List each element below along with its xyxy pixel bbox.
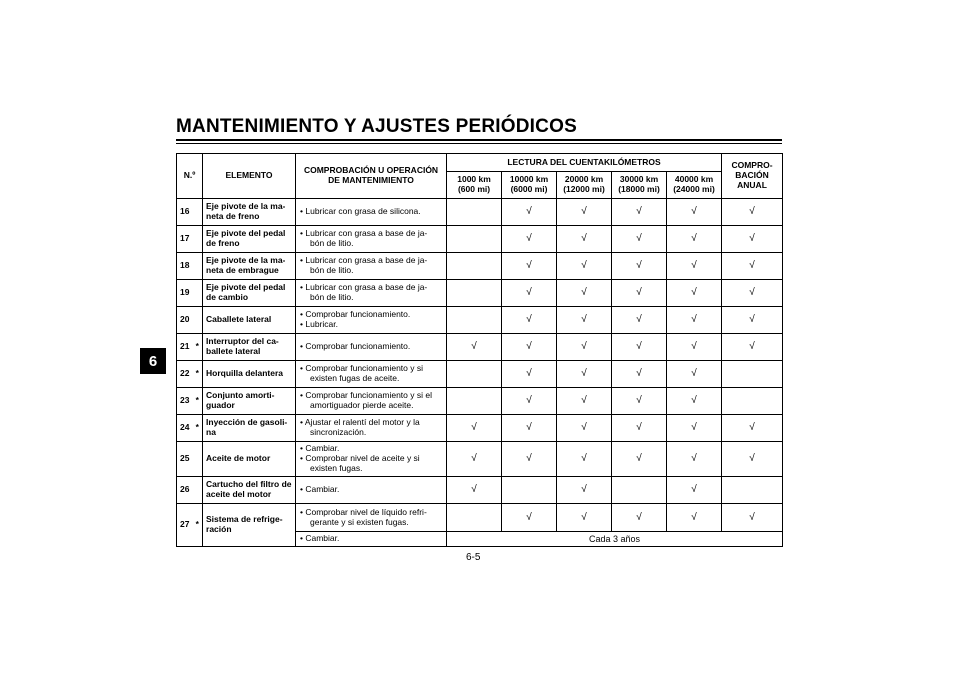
check-cell [612,253,667,280]
check-mark: √ [581,233,587,245]
header-num: N.º [177,154,203,199]
check-cell [447,226,502,253]
dealer-star [193,307,203,334]
dealer-star [193,442,203,477]
header-operation: COMPROBACIÓN U OPERACIÓN DE MANTENIMIENTO [296,154,447,199]
check-cell [667,199,722,226]
check-cell [612,226,667,253]
page-title: MANTENIMIENTO Y AJUSTES PERIÓDICOS [176,116,577,137]
check-mark: √ [691,341,697,353]
check-cell [722,361,783,388]
table-row [177,307,783,334]
check-mark: √ [749,453,755,465]
row-element: Inyección de gasoli-na [203,415,296,442]
operation-line: amortiguador pierde aceite. [310,400,414,410]
check-cell [447,307,502,334]
operation-line: existen fugas. [310,462,363,473]
check-cell [722,253,783,280]
check-mark: √ [526,422,532,434]
check-mark: √ [749,287,755,299]
check-cell [722,280,783,307]
check-cell [502,388,557,415]
table-row [177,504,783,532]
check-cell [447,415,502,442]
header-element: ELEMENTO [203,154,296,199]
check-cell [667,442,722,477]
row-element: Eje pivote de la ma-neta de embrague [203,253,296,280]
operation-line: bón de litio. [310,238,354,248]
header-interval-1 [502,172,557,199]
check-cell [667,415,722,442]
table-row [177,442,783,477]
check-mark: √ [526,260,532,272]
check-mark: √ [581,511,587,523]
operation-line: bón de litio. [310,265,354,275]
table-row [177,226,783,253]
check-mark: √ [691,484,697,496]
operation-line: existen fugas de aceite. [310,373,400,383]
check-cell [502,307,557,334]
table-row [177,199,783,226]
row-operation [296,307,447,334]
check-cell [612,307,667,334]
check-cell [502,199,557,226]
row-number: 16 [177,199,193,226]
row-operation [296,226,447,253]
maintenance-table [176,153,783,547]
operation-line: • Lubricar con grasa a base de ja- [300,229,443,239]
dealer-star: * [193,361,203,388]
chapter-tab: 6 [140,348,166,374]
dealer-star [193,199,203,226]
check-cell [557,415,612,442]
row-element: Horquilla delantera [203,361,296,388]
check-cell [722,388,783,415]
check-cell [447,253,502,280]
check-cell [447,504,502,532]
check-mark: √ [526,453,532,465]
row-number: 21 [177,334,193,361]
check-cell [447,334,502,361]
row-element: Conjunto amorti-guador [203,388,296,415]
check-cell [612,477,667,504]
row-element: Interruptor del ca-ballete lateral [203,334,296,361]
dealer-star: * [193,504,203,547]
check-cell [722,226,783,253]
check-cell [557,334,612,361]
check-cell [447,280,502,307]
check-cell [722,334,783,361]
header-annual-text: COMPRO-BACIÓN ANUAL [731,160,773,190]
check-cell [667,334,722,361]
check-mark: √ [636,368,642,380]
title-rule-thick [176,139,782,141]
check-cell [557,477,612,504]
header-odometer: LECTURA DEL CUENTAKILÓMETROS [447,154,722,172]
check-mark: √ [636,314,642,326]
check-cell [612,504,667,532]
row-number: 19 [177,280,193,307]
operation-line: • Comprobar nivel de líquido refri- [300,508,443,518]
check-cell [447,199,502,226]
operation-line: sincronización. [310,427,367,437]
interval-mi: (600 mi) [457,184,491,194]
check-mark: √ [749,511,755,523]
check-mark: √ [581,287,587,299]
table-row [177,253,783,280]
check-cell [447,442,502,477]
interval-km: 10000 km [509,174,549,185]
check-cell [502,226,557,253]
operation-line: • Comprobar funcionamiento. [300,310,443,320]
check-cell [722,307,783,334]
row-number: 17 [177,226,193,253]
operation-line: • Cambiar. [300,534,443,544]
check-cell [502,415,557,442]
check-cell [722,442,783,477]
check-mark: √ [636,453,642,465]
header-interval-3 [612,172,667,199]
check-mark: √ [636,287,642,299]
check-cell [667,504,722,532]
row-element: Sistema de refrige-ración [203,504,296,547]
check-cell [612,415,667,442]
interval-km: 30000 km [619,174,659,185]
check-cell [612,280,667,307]
check-mark: √ [691,453,697,465]
check-mark: √ [749,314,755,326]
dealer-star [193,280,203,307]
check-mark: √ [636,233,642,245]
header-interval-4 [667,172,722,199]
title-rule-thin [176,143,782,144]
interval-km: 40000 km [674,174,714,185]
check-cell [722,199,783,226]
check-cell [502,361,557,388]
check-cell [722,477,783,504]
operation-line: • Comprobar funcionamiento. [300,342,443,352]
check-cell [502,504,557,532]
dealer-star [193,226,203,253]
check-cell [557,280,612,307]
table-row [177,334,783,361]
row-number: 18 [177,253,193,280]
header-annual [722,154,783,199]
interval-km: 1000 km [457,174,491,185]
check-cell [502,442,557,477]
check-mark: √ [691,395,697,407]
check-cell [612,334,667,361]
check-cell [557,388,612,415]
check-cell [502,280,557,307]
check-mark: √ [691,206,697,218]
check-mark: √ [749,260,755,272]
table-row [177,361,783,388]
check-mark: √ [691,422,697,434]
check-cell [667,388,722,415]
operation-line: • Comprobar funcionamiento y si [300,364,443,374]
row-operation [296,504,447,532]
operation-line: • Comprobar funcionamiento y si el [300,391,443,401]
operation-line: • Lubricar con grasa a base de ja- [300,256,443,266]
interval-km: 20000 km [564,174,604,185]
row-element: Eje pivote del pedal de freno [203,226,296,253]
row-operation [296,477,447,504]
check-mark: √ [636,341,642,353]
check-mark: √ [471,341,477,353]
operation-line: • Lubricar con grasa a base de ja- [300,283,443,293]
operation-line: • Ajustar el ralentí del motor y la [300,418,443,428]
check-mark: √ [526,341,532,353]
check-mark: √ [749,341,755,353]
check-cell [612,199,667,226]
check-cell [667,307,722,334]
check-cell [557,199,612,226]
dealer-star [193,477,203,504]
check-mark: √ [471,453,477,465]
check-cell [612,361,667,388]
check-cell [502,253,557,280]
check-mark: √ [691,287,697,299]
check-mark: √ [581,453,587,465]
operation-line: • Cambiar. [300,444,443,454]
check-mark: √ [749,233,755,245]
check-cell [447,388,502,415]
row-element: Cartucho del filtro de aceite del motor [203,477,296,504]
check-cell [557,253,612,280]
check-mark: √ [581,341,587,353]
check-mark: √ [636,395,642,407]
check-cell [612,388,667,415]
check-mark: √ [526,314,532,326]
row-operation [296,415,447,442]
row-number: 25 [177,442,193,477]
table-body [177,199,783,547]
check-cell [722,415,783,442]
check-mark: √ [636,422,642,434]
check-cell [557,504,612,532]
row-element: Eje pivote del pedal de cambio [203,280,296,307]
check-mark: √ [581,260,587,272]
row-element: Aceite de motor [203,442,296,477]
check-mark: √ [691,368,697,380]
check-mark: √ [636,260,642,272]
dealer-star: * [193,415,203,442]
row-operation [296,442,447,477]
check-mark: √ [636,206,642,218]
check-mark: √ [749,422,755,434]
check-cell [557,307,612,334]
row-operation [296,388,447,415]
check-mark: √ [526,206,532,218]
interval-mi: (12000 mi) [563,184,605,194]
check-cell [667,361,722,388]
check-mark: √ [526,395,532,407]
row-operation [296,280,447,307]
check-mark: √ [581,206,587,218]
check-cell [557,442,612,477]
check-mark: √ [581,395,587,407]
interval-span-text: Cada 3 años [447,532,783,547]
row-operation [296,532,447,547]
table-row [177,388,783,415]
check-cell [667,280,722,307]
check-mark: √ [691,511,697,523]
check-cell [667,226,722,253]
operation-line: • Cambiar. [300,485,443,495]
check-cell [667,253,722,280]
check-cell [502,477,557,504]
check-mark: √ [471,422,477,434]
check-mark: √ [526,287,532,299]
operation-line: bón de litio. [310,292,354,302]
check-mark: √ [636,511,642,523]
check-mark: √ [691,233,697,245]
page-number: 6-5 [466,552,481,563]
check-mark: √ [581,368,587,380]
operation-line: gerante y si existen fugas. [310,516,409,527]
interval-mi: (24000 mi) [673,184,715,194]
interval-mi: (6000 mi) [510,184,548,194]
dealer-star [193,253,203,280]
row-number: 27 [177,504,193,547]
row-operation [296,334,447,361]
row-number: 22 [177,361,193,388]
table-row [177,280,783,307]
row-element: Caballete lateral [203,307,296,334]
check-cell [667,477,722,504]
row-operation [296,199,447,226]
row-operation [296,253,447,280]
check-cell [612,442,667,477]
check-cell [557,361,612,388]
check-cell [722,504,783,532]
dealer-star: * [193,334,203,361]
operation-line: • Comprobar nivel de aceite y si [300,454,443,464]
check-mark: √ [581,484,587,496]
check-mark: √ [526,511,532,523]
table-row [177,477,783,504]
row-operation [296,361,447,388]
header-interval-2 [557,172,612,199]
operation-line: • Lubricar con grasa de silicona. [300,207,443,217]
header-interval-0 [447,172,502,199]
row-number: 23 [177,388,193,415]
check-mark: √ [581,314,587,326]
check-cell [557,226,612,253]
check-mark: √ [526,233,532,245]
check-mark: √ [691,260,697,272]
check-cell [447,477,502,504]
row-number: 24 [177,415,193,442]
check-cell [447,361,502,388]
table-row [177,415,783,442]
interval-mi: (18000 mi) [618,184,660,194]
dealer-star: * [193,388,203,415]
row-number: 26 [177,477,193,504]
check-mark: √ [471,484,477,496]
operation-line: • Lubricar. [300,320,443,330]
check-mark: √ [581,422,587,434]
check-mark: √ [526,368,532,380]
check-mark: √ [749,206,755,218]
row-number: 20 [177,307,193,334]
check-mark: √ [691,314,697,326]
check-cell [502,334,557,361]
row-element: Eje pivote de la ma-neta de freno [203,199,296,226]
